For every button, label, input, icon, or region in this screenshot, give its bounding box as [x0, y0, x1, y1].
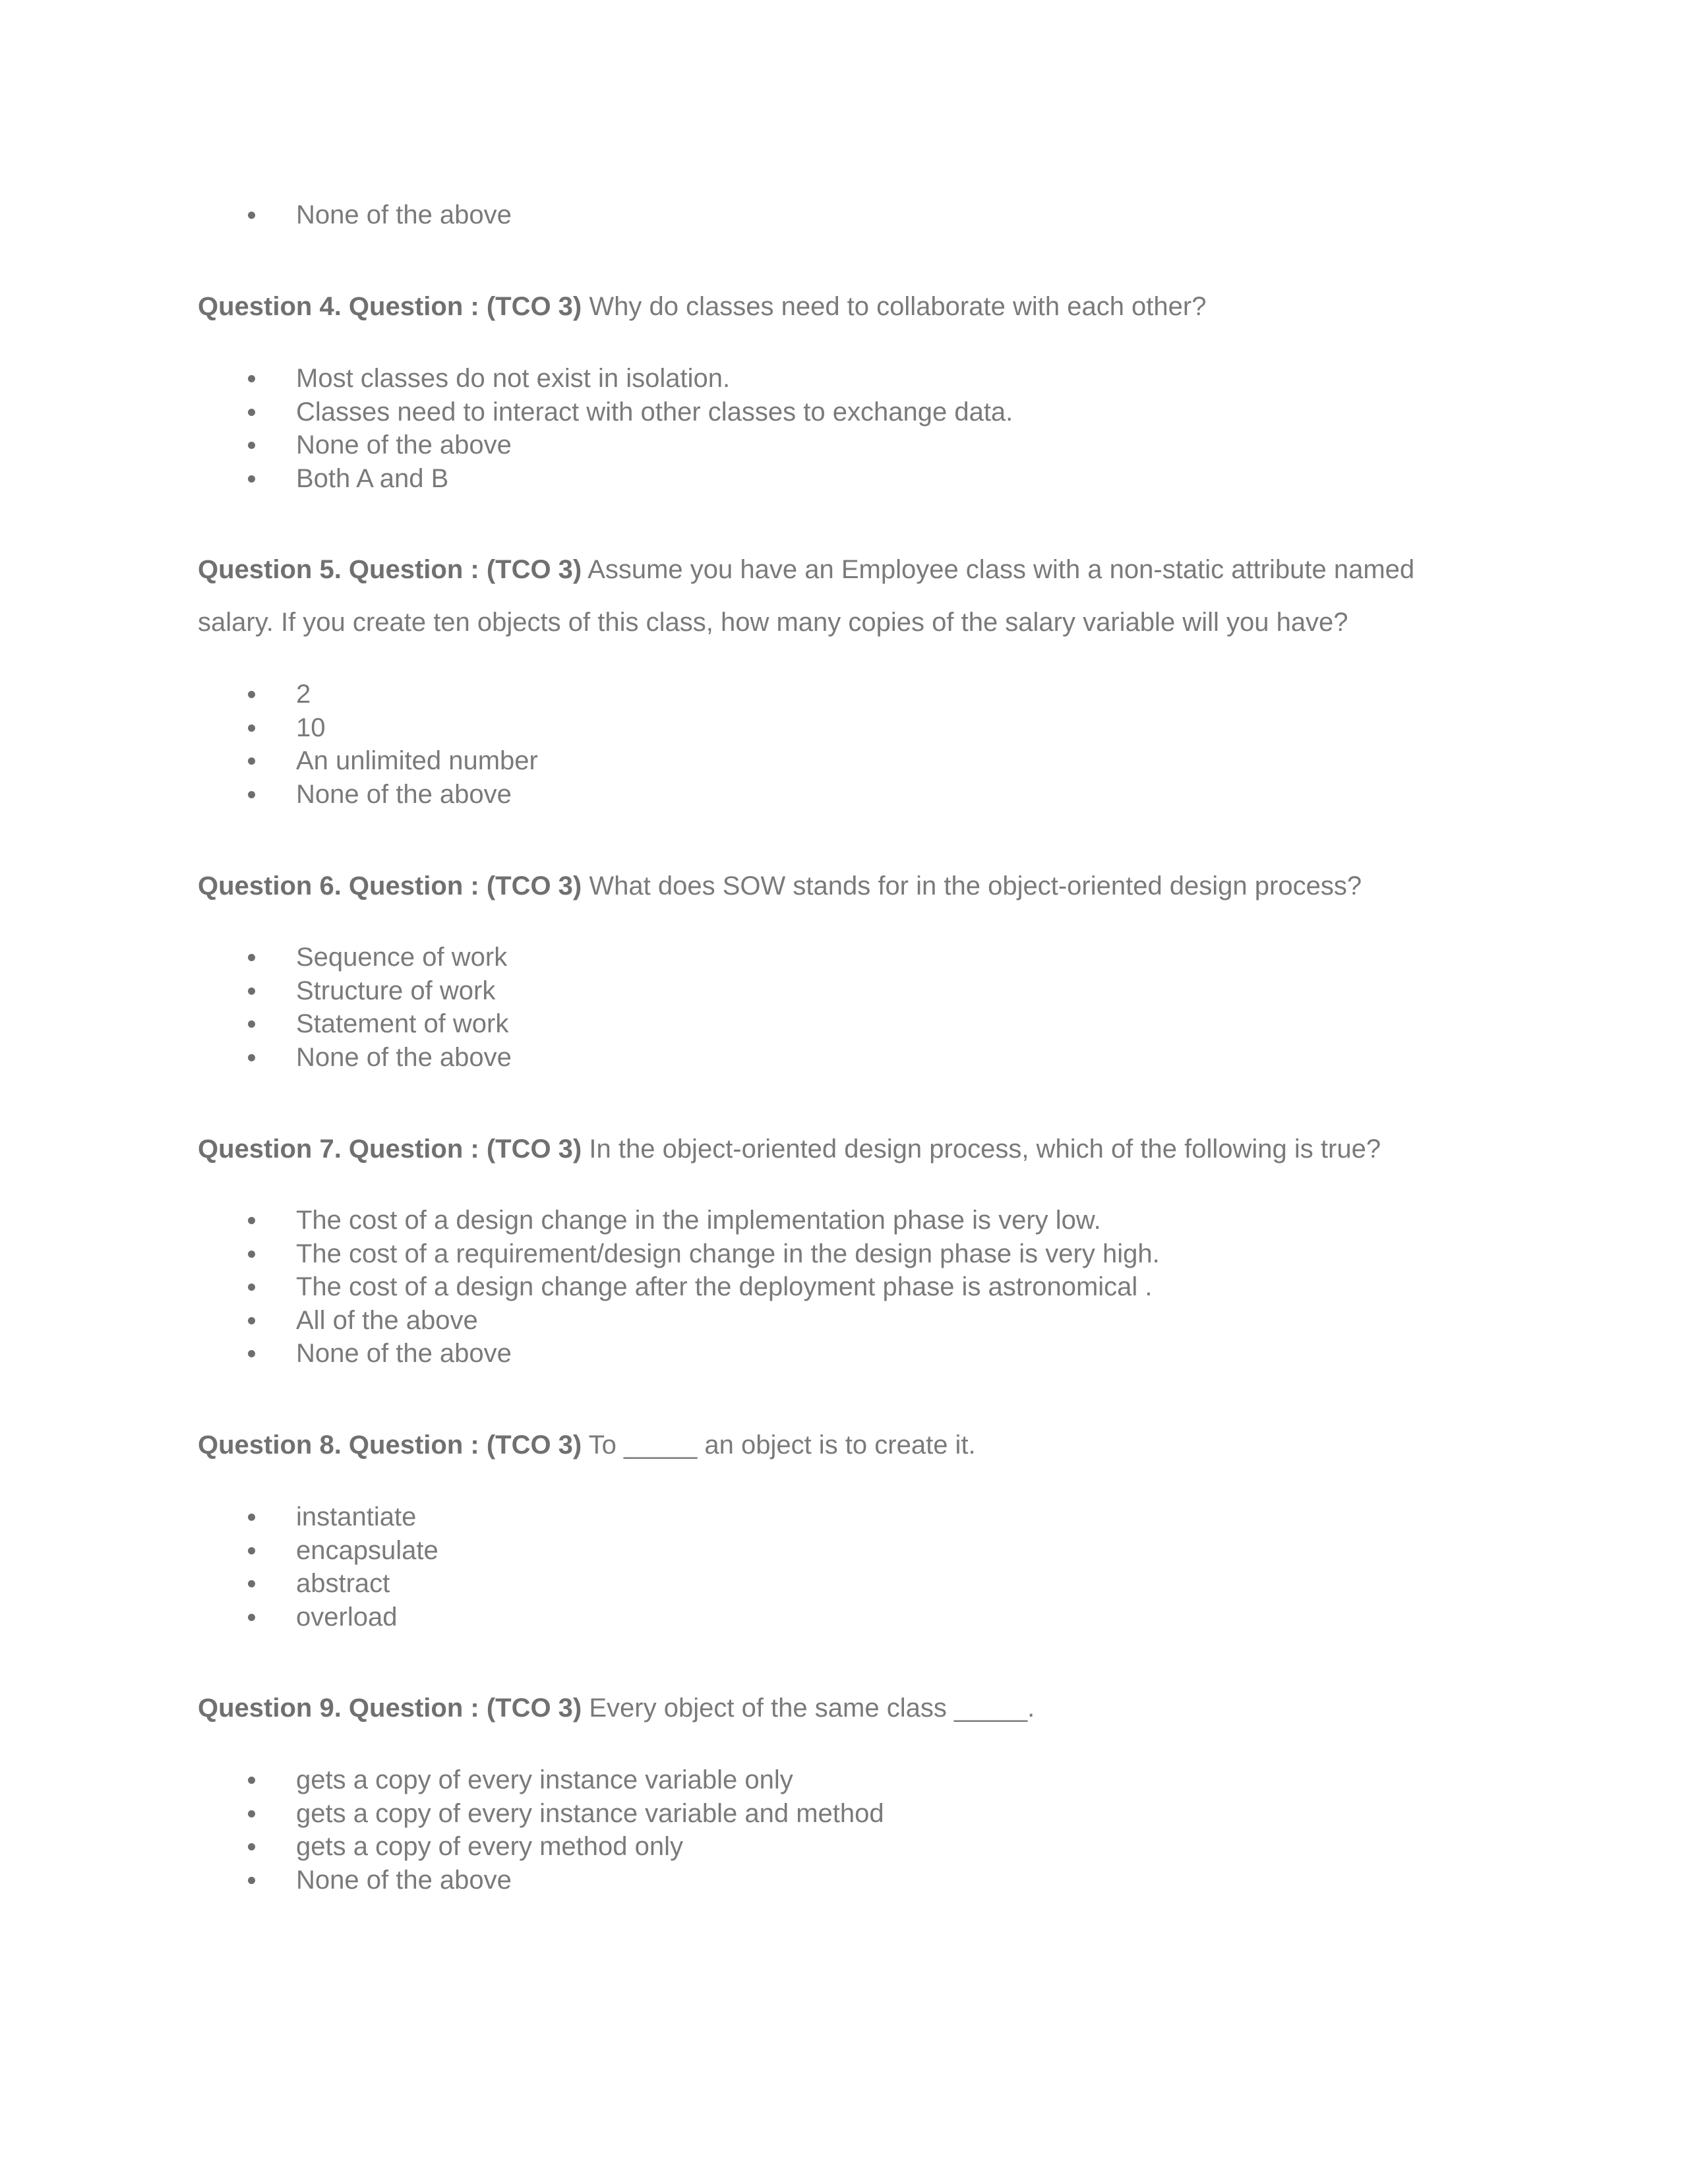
option-text: gets a copy of every instance variable and method [296, 1798, 884, 1828]
option-text: None of the above [296, 1865, 512, 1895]
option-item [0, 1864, 884, 1897]
option-text: Statement of work [296, 1009, 509, 1038]
option-text: overload [296, 1602, 398, 1632]
option-text: An unlimited number [296, 746, 538, 775]
option-item [0, 1567, 438, 1601]
bullet-icon [248, 1614, 255, 1621]
question-8-options [0, 1500, 438, 1634]
bullet-icon [248, 442, 255, 449]
question-9 [198, 1682, 1490, 1734]
option-item [0, 1500, 438, 1534]
bullet-icon [248, 1284, 255, 1291]
question-4-text: Why do classes need to collaborate with each other? [589, 292, 1207, 321]
option-text: The cost of a design change in the implementation phase is very low. [296, 1206, 1101, 1235]
option-item [0, 1797, 884, 1831]
bullet-icon [248, 1810, 255, 1817]
option-item [0, 428, 1013, 462]
option-item [0, 1763, 884, 1797]
option-item [0, 1270, 1160, 1304]
question-6-heading: Question 6. Question : (TCO 3) [198, 871, 582, 900]
question-4 [198, 280, 1490, 333]
question-5-text: Assume you have an Employee class with a non-static attribute named salary. If you create ten objects of this class, how many copies of the salary variable will you have? [198, 555, 1415, 637]
question-9-heading: Question 9. Question : (TCO 3) [198, 1694, 582, 1723]
option-item [0, 1304, 1160, 1338]
question-7 [198, 1123, 1490, 1175]
option-item [0, 1830, 884, 1864]
option-text: Both A and B [296, 463, 449, 493]
option-text: None of the above [296, 200, 512, 229]
bullet-icon [248, 1020, 255, 1028]
bullet-icon [248, 409, 255, 416]
question-4-heading: Question 4. Question : (TCO 3) [198, 292, 582, 321]
bullet-icon [248, 475, 255, 483]
question-5-options [0, 678, 538, 811]
option-item [0, 744, 538, 778]
bullet-icon [248, 1350, 255, 1357]
question-9-options [0, 1763, 884, 1897]
bullet-icon [248, 1777, 255, 1784]
option-text: None of the above [296, 430, 512, 459]
option-text: The cost of a design change after the deployment phase is astronomical . [296, 1272, 1153, 1301]
question-8-text: To _____ an object is to create it. [588, 1431, 976, 1460]
option-item [0, 1237, 1160, 1271]
option-item [0, 678, 538, 711]
option-item [0, 941, 512, 974]
option-text: 10 [296, 713, 326, 742]
bullet-icon [248, 1580, 255, 1587]
option-text: gets a copy of every method only [296, 1832, 683, 1861]
bullet-icon [248, 791, 255, 798]
question-8 [198, 1419, 1490, 1471]
question-8-heading: Question 8. Question : (TCO 3) [198, 1431, 582, 1460]
question-7-text: In the object-oriented design process, which of the following is true? [589, 1135, 1381, 1164]
option-text: 2 [296, 680, 311, 709]
option-text: encapsulate [296, 1535, 438, 1565]
option-item [0, 1601, 438, 1634]
bullet-icon [248, 691, 255, 698]
bullet-icon [248, 757, 255, 765]
question-6 [198, 860, 1490, 912]
bullet-icon [248, 1054, 255, 1061]
option-text: Structure of work [296, 976, 496, 1005]
option-text: None of the above [296, 779, 512, 809]
bullet-icon [248, 1843, 255, 1850]
option-text: None of the above [296, 1042, 512, 1072]
option-text: gets a copy of every instance variable only [296, 1765, 793, 1794]
bullet-icon [248, 1514, 255, 1521]
question-4-options [0, 362, 1013, 495]
option-item [0, 778, 538, 812]
bullet-icon [248, 988, 255, 995]
leading-option-list [0, 198, 512, 232]
option-item [0, 1534, 438, 1568]
option-item [0, 198, 512, 232]
bullet-icon [248, 1251, 255, 1258]
bullet-icon [248, 724, 255, 732]
option-item [0, 711, 538, 745]
option-text: abstract [296, 1569, 390, 1598]
option-item [0, 1007, 512, 1041]
option-item [0, 362, 1013, 396]
option-text: Sequence of work [296, 943, 508, 972]
question-7-options [0, 1204, 1160, 1371]
bullet-icon [248, 1217, 255, 1224]
option-item [0, 1204, 1160, 1237]
option-text: Classes need to interact with other classes to exchange data. [296, 397, 1013, 427]
option-item [0, 974, 512, 1008]
bullet-icon [248, 212, 255, 219]
option-item [0, 1041, 512, 1075]
option-text: The cost of a requirement/design change in the design phase is very high. [296, 1239, 1160, 1268]
question-6-text: What does SOW stands for in the object-oriented design process? [589, 871, 1362, 900]
question-9-text: Every object of the same class _____. [589, 1694, 1035, 1723]
option-item [0, 462, 1013, 496]
question-6-options [0, 941, 512, 1074]
question-5 [198, 543, 1490, 649]
option-item [0, 396, 1013, 429]
option-text: All of the above [296, 1305, 478, 1335]
option-text: Most classes do not exist in isolation. [296, 364, 731, 393]
bullet-icon [248, 1877, 255, 1884]
option-text: instantiate [296, 1502, 417, 1531]
question-7-heading: Question 7. Question : (TCO 3) [198, 1135, 582, 1164]
question-5-heading: Question 5. Question : (TCO 3) [198, 555, 582, 584]
bullet-icon [248, 375, 255, 382]
option-text: None of the above [296, 1339, 512, 1368]
bullet-icon [248, 954, 255, 961]
bullet-icon [248, 1317, 255, 1324]
bullet-icon [248, 1547, 255, 1554]
option-item [0, 1337, 1160, 1371]
